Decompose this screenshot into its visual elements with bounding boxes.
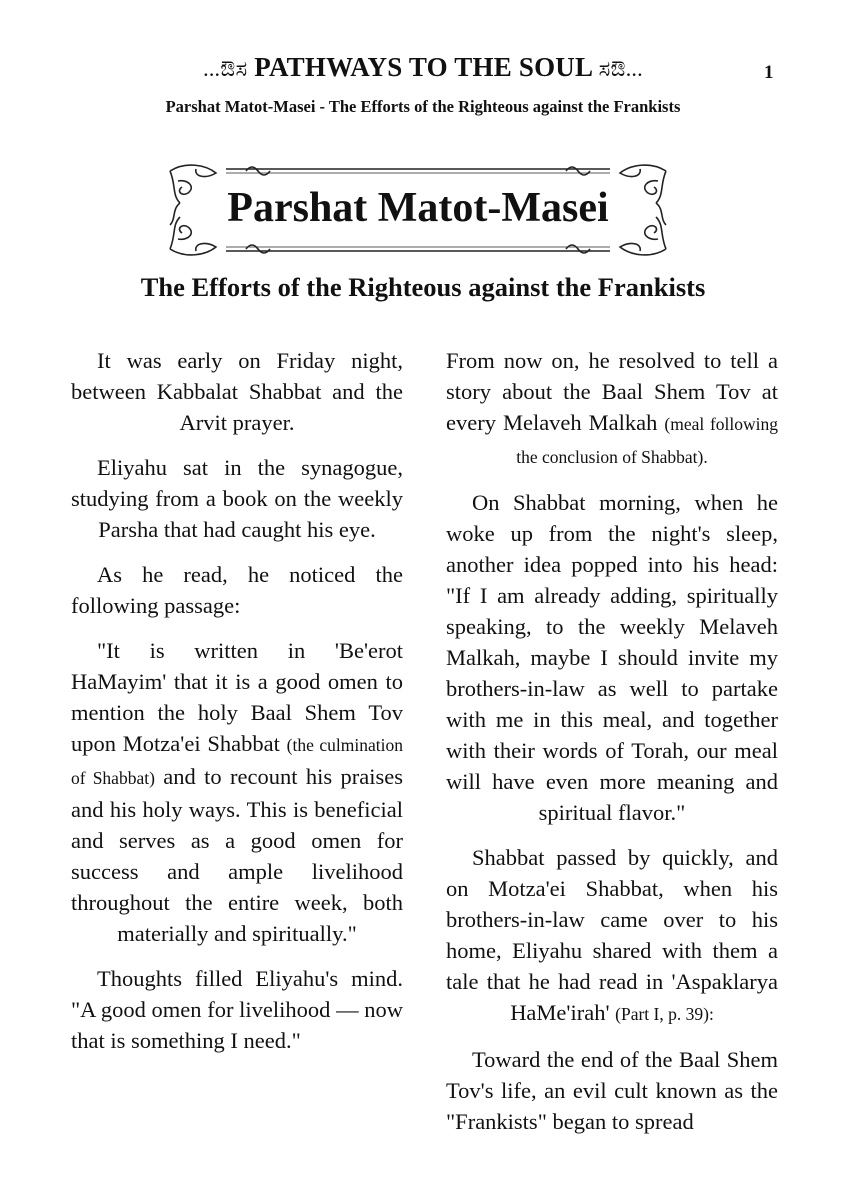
chapter-subheader: Parshat Matot-Masei - The Efforts of the Righteous against the Frankists	[165, 97, 681, 116]
paragraph: On Shabbat morning, when he woke up from the night's sleep, another idea popped into his head: "If I am already adding, spiritually speaking, to the weekly Melaveh Malkah, maybe I should invite my brothers-in-law as well to partake with me in this meal, and together with their words of Torah, our meal will have even more meaning and spiritual flavor."	[446, 490, 778, 825]
paragraph: It was early on Friday night, between Kabbalat Shabbat and the Arvit prayer.	[71, 348, 403, 435]
paragraph: Thoughts filled Eliyahu's mind. "A good omen for livelihood — now that is something I need."	[71, 966, 403, 1053]
paragraph-text: Shabbat passed by quickly, and on Motza'ei Shabbat, when his brothers-in-law came over to his home, Eliyahu shared with them a tale that he had read in 'Aspaklarya HaMe'irah'	[446, 845, 778, 1025]
paragraph-text: "It is written in 'Be'erot HaMayim' that it is a good omen to mention the holy Baal Shem Tov upon Motza'ei Shabbat	[71, 638, 403, 756]
running-header-title: PATHWAYS TO THE SOUL	[254, 52, 592, 82]
parenthetical-note: (meal following the conclusion of Shabbat).	[516, 414, 778, 467]
article-title: The Efforts of the Righteous against the Frankists	[140, 272, 706, 302]
paragraph	[446, 345, 778, 473]
right-column	[446, 345, 778, 1151]
parenthetical-note: (the culmination of Shabbat)	[71, 735, 404, 788]
paragraph-text: and to recount his praises and his holy ways. This is beneficial and serves as a good omen for success and ample livelihood throughout the entire week, both materially and spiritually."	[71, 764, 403, 946]
page-number: 1	[764, 62, 774, 83]
banner-title: Parshat Matot-Masei	[227, 185, 609, 231]
paragraph	[446, 842, 778, 1030]
paragraph: As he read, he noticed the following passage:	[71, 562, 403, 618]
parenthetical-note: (Part I, p. 39):	[615, 1004, 714, 1024]
paragraph: Toward the end of the Baal Shem Tov's life, an evil cult known as the "Frankists" began to spread	[446, 1047, 778, 1134]
right-flourish-ornament: ಸಔ...	[598, 56, 643, 81]
paragraph-text: From now on, he resolved to tell a story about the Baal Shem Tov at every Melaveh Malkah	[446, 348, 778, 435]
title-banner	[166, 161, 670, 259]
paragraph: Eliyahu sat in the synagogue, studying from a book on the weekly Parsha that had caught his eye.	[71, 455, 403, 542]
paragraph	[71, 635, 403, 949]
running-header	[0, 52, 846, 83]
left-column	[71, 345, 403, 1070]
left-flourish-ornament: ...ಔಸ	[203, 56, 248, 81]
